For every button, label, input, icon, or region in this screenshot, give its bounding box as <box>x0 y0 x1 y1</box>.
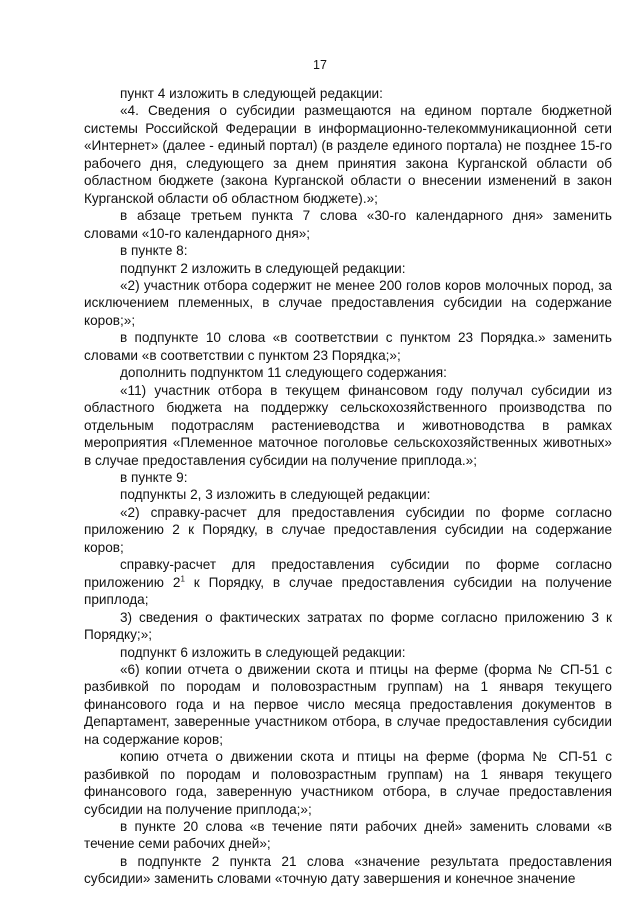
paragraph: дополнить подпунктом 11 следующего содержания: <box>120 365 447 381</box>
paragraph: подпункт 6 изложить в следующей редакции: <box>120 644 406 660</box>
paragraph: в пункте 8: <box>120 243 188 259</box>
paragraph: в подпункте 2 пункта 21 слова «значение результата предоставления субсидии» заменить словами «точную дату завершения и конечное значение <box>84 853 612 887</box>
paragraph: 3) сведения о фактических затратах по форме согласно приложению 3 к Порядку;»; <box>84 609 612 643</box>
document-body <box>84 85 612 888</box>
paragraph: «6) копии отчета о движении скота и птицы на ферме (форма № СП-51 с разбивкой по породам и половозрастным группам) на 1 января текущего финансового года и на первое число месяца предоставления документов в Департамент, заверенные участником отбора, в случае предоставления субсидии на содержание коров; <box>84 661 612 747</box>
paragraph: пункт 4 изложить в следующей редакции: <box>120 86 383 101</box>
paragraph: «11) участник отбора в текущем финансовом году получал субсидии из областного бюджета на поддержку сельскохозяйственного производства по отдельным подотраслям растениеводства и животноводства в рамках мероприятия «Племенное маточное поголовье сельскохозяйственных животных» в случае предоставления субсидии на получение приплода.»; <box>84 382 612 468</box>
paragraph: подпункт 2 изложить в следующей редакции: <box>120 260 406 276</box>
paragraph-text-after: к Порядку, в случае предоставления субсидии на получение приплода; <box>84 574 612 608</box>
paragraph: в пункте 20 слова «в течение пяти рабочих дней» заменить словами «в течение семи рабочих дней»; <box>84 819 612 852</box>
page-number: 17 <box>313 58 327 72</box>
paragraph: «2) справку-расчет для предоставления субсидии по форме согласно приложению 2 к Порядку, в случае предоставления субсидии на содержание коров; <box>84 504 612 555</box>
paragraph: подпункты 2, 3 изложить в следующей редакции: <box>120 487 431 503</box>
paragraph-text-before: справку-расчет для предоставления субсидии по форме согласно приложению 2 <box>84 557 612 590</box>
paragraph: «4. Сведения о субсидии размещаются на едином портале бюджетной системы Российской Федерации в информационно-телекоммуникационной сети «Интернет» (далее - единый портал) (в разделе единого портала) не позднее 15-го рабочего дня, следующего за днем принятия закона Курганской области об областном бюджете (закона Курганской области о внесении изменений в закон Курганской области об областном бюджете).»; <box>84 103 612 206</box>
paragraph-with-superscript <box>84 556 612 608</box>
paragraph: в абзаце третьем пункта 7 слова «30-го календарного дня» заменить словами «10-го календарного дня»; <box>84 208 612 241</box>
paragraph: «2) участник отбора содержит не менее 200 голов коров молочных пород, за исключением племенных, в случае предоставления субсидии на содержание коров;»; <box>84 277 612 328</box>
paragraph: копию отчета о движении скота и птицы на ферме (форма № СП-51 с разбивкой по породам и половозрастным группам) на 1 января текущего финансового года, заверенную участником отбора, в случае предоставления субсидии на получение приплода;»; <box>84 749 612 817</box>
superscript: 1 <box>180 574 185 584</box>
paragraph: в подпункте 10 слова «в соответствии с пунктом 23 Порядка.» заменить словами «в соответствии с пунктом 23 Порядка;»; <box>84 330 612 363</box>
paragraph: в пункте 9: <box>120 469 188 485</box>
